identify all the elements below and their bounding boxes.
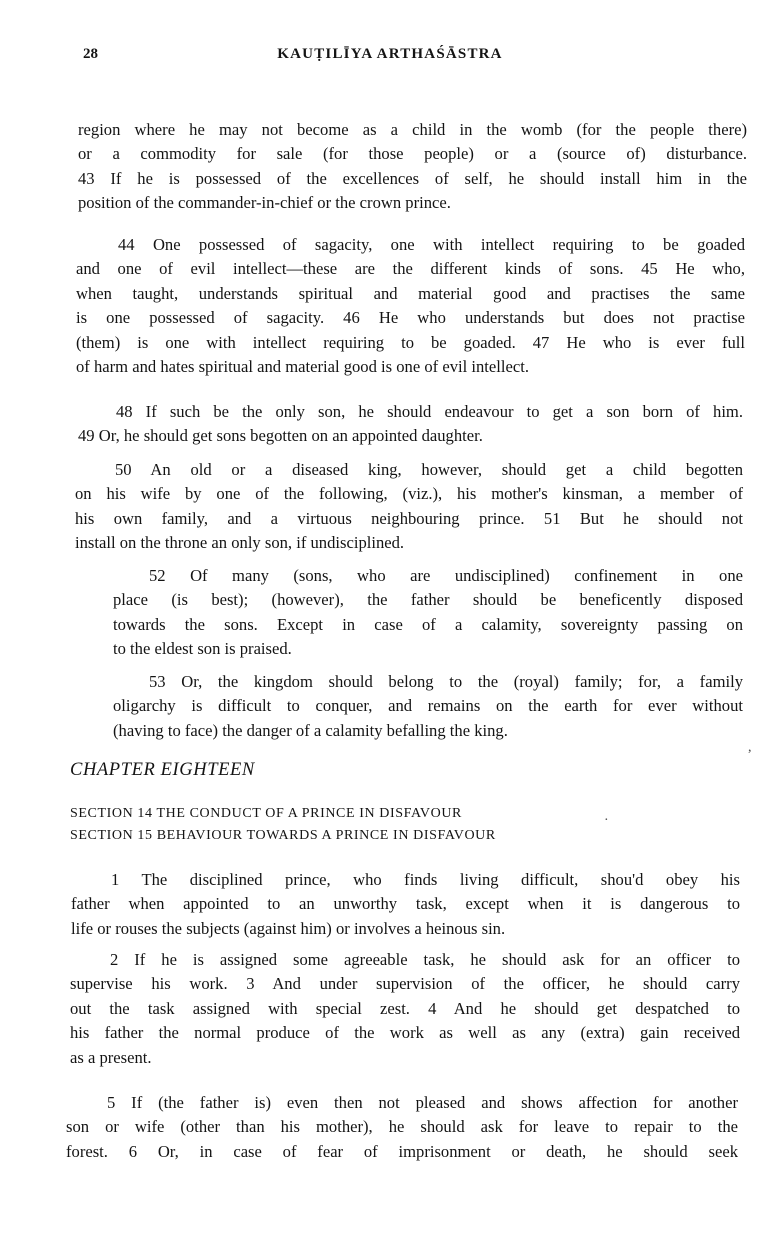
text-line: out the task assigned with special zest. 4 And he should get despatched to — [70, 998, 740, 1018]
section-heading: SECTION 15 BEHAVIOUR TOWARDS A PRINCE IN DISFAVOUR — [70, 828, 496, 843]
paragraph — [113, 564, 743, 662]
text-line: 49 Or, he should get sons begotten on an appointed daughter. — [78, 426, 483, 446]
paragraph — [76, 233, 745, 379]
text-line: 43 If he is possessed of the excellences of self, he should install him in the — [78, 168, 747, 188]
paragraph — [66, 1091, 738, 1164]
text-line: life or rouses the subjects (against him) or involves a heinous sin. — [71, 918, 506, 938]
paragraph — [78, 118, 747, 216]
text-line: on his wife by one of the following, (viz.), his mother's kinsman, a member of — [75, 484, 743, 504]
paragraph — [76, 400, 743, 449]
text-line: his father the normal produce of the work as well as any (extra) gain received — [70, 1023, 740, 1043]
text-line: or a commodity for sale (for those people) or a (source of) disturbance. — [78, 144, 747, 164]
text-line: 50 An old or a diseased king, however, should get a child begotten — [115, 460, 743, 479]
scan-speck: , — [748, 740, 752, 755]
text-line: install on the throne an only son, if undisciplined. — [75, 533, 405, 553]
text-line: and one of evil intellect—these are the different kinds of sons. 45 He who, — [76, 259, 745, 279]
text-line: (having to face) the danger of a calamity befalling the king. — [113, 720, 508, 740]
text-line: his own family, and a virtuous neighbouring prince. 51 But he should not — [75, 508, 743, 528]
text-line: supervise his work. 3 And under supervision of the officer, he should carry — [70, 974, 740, 994]
text-line: forest. 6 Or, in case of fear of imprisonment or death, he should seek — [66, 1141, 738, 1161]
text-line: 53 Or, the kingdom should belong to the (royal) family; for, a family — [149, 672, 743, 691]
running-title: KAUṬILĪYA ARTHAŚĀSTRA — [277, 46, 503, 62]
text-line: 5 If (the father is) even then not pleased and shows affection for another — [107, 1093, 738, 1112]
chapter-heading: CHAPTER EIGHTEEN — [70, 760, 255, 780]
text-line: place (is best); (however), the father should be beneficently disposed — [113, 590, 743, 610]
section-heading: SECTION 14 THE CONDUCT OF A PRINCE IN DISFAVOUR — [70, 806, 462, 821]
page-number: 28 — [83, 46, 98, 62]
paragraph — [70, 948, 740, 1070]
text-line: towards the sons. Except in case of a calamity, sovereignty passing on — [113, 614, 743, 634]
text-line: region where he may not become as a child in the womb (for the people there) — [78, 120, 747, 139]
text-line: 48 If such be the only son, he should endeavour to get a son born of him. — [116, 402, 743, 421]
text-line: when taught, understands spiritual and material good and practises the same — [76, 283, 745, 303]
text-line: as a present. — [70, 1047, 152, 1067]
text-line: father when appointed to an unworthy task, except when it is dangerous to — [71, 894, 740, 914]
paragraph — [71, 868, 740, 941]
text-line: of harm and hates spiritual and material good is one of evil intellect. — [76, 357, 529, 377]
text-line: (them) is one with intellect requiring to be goaded. 47 He who is ever full — [76, 332, 745, 352]
text-line: to the eldest son is praised. — [113, 639, 292, 659]
text-line: oligarchy is difficult to conquer, and remains on the earth for ever without — [113, 696, 743, 716]
paragraph — [113, 670, 743, 743]
text-line: 52 Of many (sons, who are undisciplined) confinement in one — [149, 566, 743, 585]
paragraph — [75, 458, 743, 556]
text-line: is one possessed of sagacity. 46 He who understands but does not practise — [76, 308, 745, 328]
text-line: 1 The disciplined prince, who finds living difficult, shou'd obey his — [111, 870, 740, 889]
text-line: 44 One possessed of sagacity, one with intellect requiring to be goaded — [118, 235, 745, 254]
text-line: son or wife (other than his mother), he should ask for leave to repair to the — [66, 1117, 738, 1137]
text-line: 2 If he is assigned some agreeable task, he should ask for an officer to — [110, 950, 740, 969]
scan-speck: · — [604, 813, 609, 828]
text-line: position of the commander-in-chief or the crown prince. — [78, 193, 451, 213]
